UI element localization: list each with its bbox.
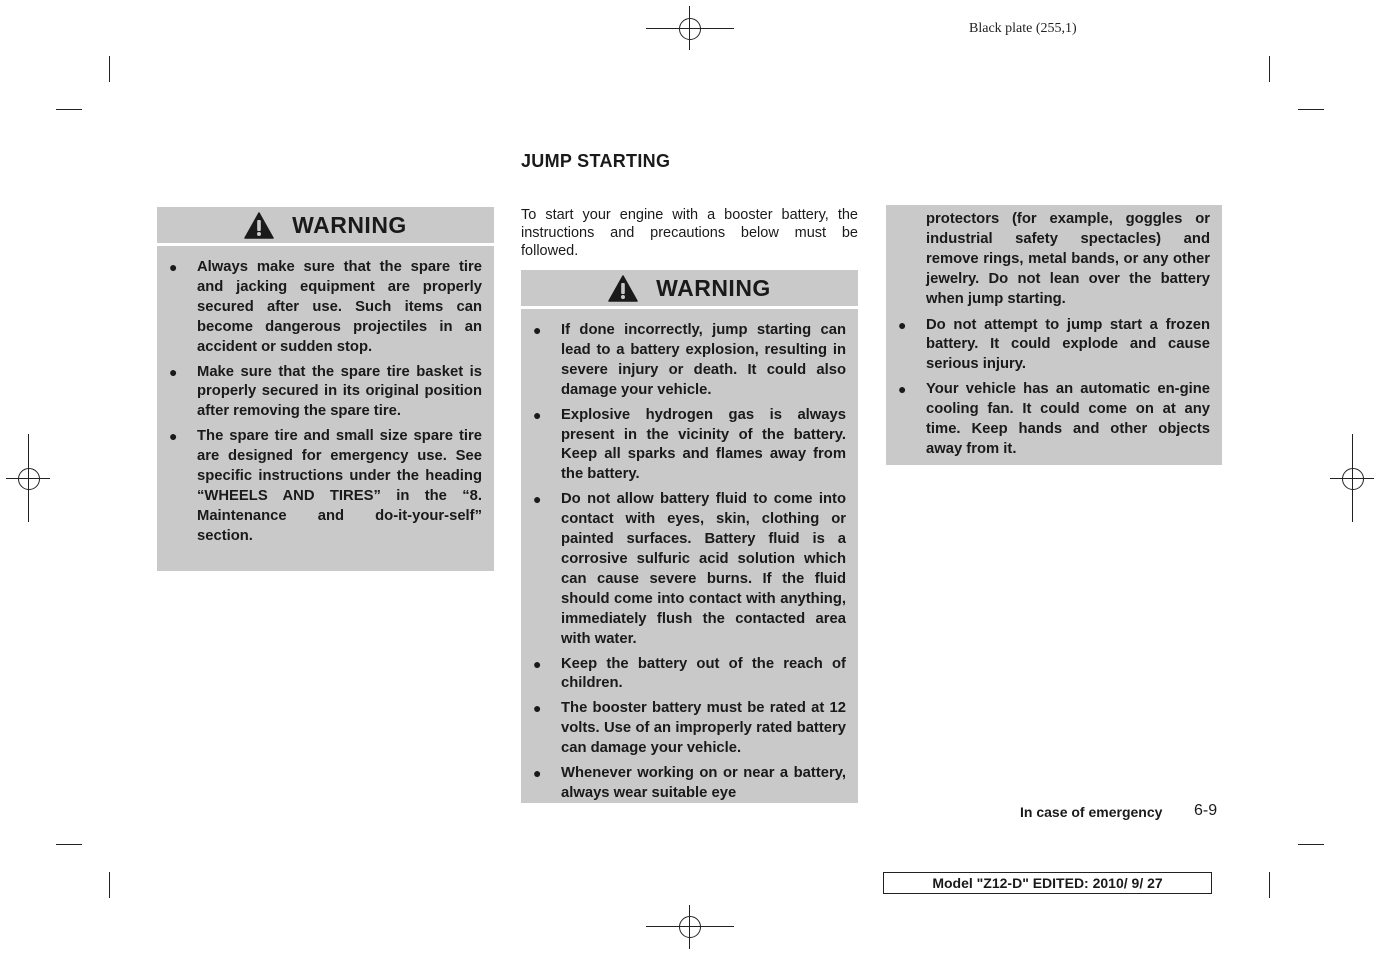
bullet: ●: [533, 322, 542, 338]
list-item: ● Explosive hydrogen gas is always present in the vicinity of the battery. Keep all sparks and flames away from the battery.: [533, 406, 846, 483]
list-item: ● The spare tire and small size spare tire are designed for emergency use. See specific instructions under the heading “WHEELS AND TIRES” in the “8. Maintenance and do-it-your-self” section.: [169, 428, 482, 544]
warning-box-spare-tire: [157, 207, 494, 571]
warning-header: [157, 207, 494, 246]
warning-list: [157, 246, 494, 547]
warning-label: WARNING: [656, 274, 771, 301]
bullet: ●: [169, 259, 178, 275]
list-item: ● Do not attempt to jump start a frozen battery. It could explode and cause serious injury.: [898, 316, 1210, 373]
warning-triangle-icon: [244, 212, 274, 239]
section-title: JUMP STARTING: [521, 151, 671, 171]
bullet: ●: [533, 406, 542, 423]
list-item: ● Always make sure that the spare tire and jacking equipment are properly secured after use. Such items can become dangerous projectiles in an accident or sudden stop.: [169, 259, 482, 355]
warning-label: WARNING: [292, 211, 407, 238]
bullet: ●: [533, 765, 542, 782]
page-number: 6-9: [1194, 802, 1218, 819]
list-item: ● Your vehicle has an automatic en-gine cooling fan. It could come on at any time. Keep hands and other objects away from it.: [898, 381, 1210, 457]
bullet: ●: [533, 655, 542, 672]
continued-text: protectors (for example, goggles or industrial safety spectacles) and remove rings, metal bands, or any other jewelry. Do not lean over the battery when jump starting.: [926, 211, 1210, 307]
list-item: ● Do not allow battery fluid to come into contact with eyes, skin, clothing or painted surfaces. Battery fluid is a corrosive sulfuric acid solution which can cause severe burns. If the fluid should come into contact with anything, immediately flush the contacted area with water.: [533, 491, 846, 647]
intro-paragraph: To start your engine with a booster battery, the instructions and precautions below must be followed.: [521, 207, 858, 259]
bullet: ●: [898, 316, 907, 333]
plate-label: Black plate (255,1): [969, 21, 1077, 36]
bullet: ●: [169, 363, 178, 380]
list-item: ● Keep the battery out of the reach of children.: [533, 655, 846, 692]
warning-box-jump-starting: [521, 270, 858, 803]
list-item: ● Make sure that the spare tire basket is properly secured in its original position after removing the spare tire.: [169, 363, 482, 420]
model-edited-box: Model "Z12-D" EDITED: 2010/ 9/ 27: [883, 872, 1212, 894]
bullet: ●: [533, 491, 542, 508]
bullet: ●: [169, 428, 178, 445]
list-item: ● The booster battery must be rated at 12 volts. Use of an improperly rated battery can damage your vehicle.: [533, 700, 846, 757]
bullet: ●: [533, 700, 542, 717]
bullet: ●: [898, 381, 907, 398]
warning-list: [521, 309, 858, 804]
footer-section-name: In case of emergency: [1020, 804, 1163, 820]
warning-list: [886, 316, 1222, 460]
list-item: ● Whenever working on or near a battery, always wear suitable eye: [533, 765, 846, 801]
warning-box-continued: [886, 205, 1222, 465]
warning-header: [521, 270, 858, 309]
list-item: ● If done incorrectly, jump starting can lead to a battery explosion, resulting in severe injury or death. It could also damage your vehicle.: [533, 322, 846, 398]
warning-triangle-icon: [608, 275, 638, 302]
